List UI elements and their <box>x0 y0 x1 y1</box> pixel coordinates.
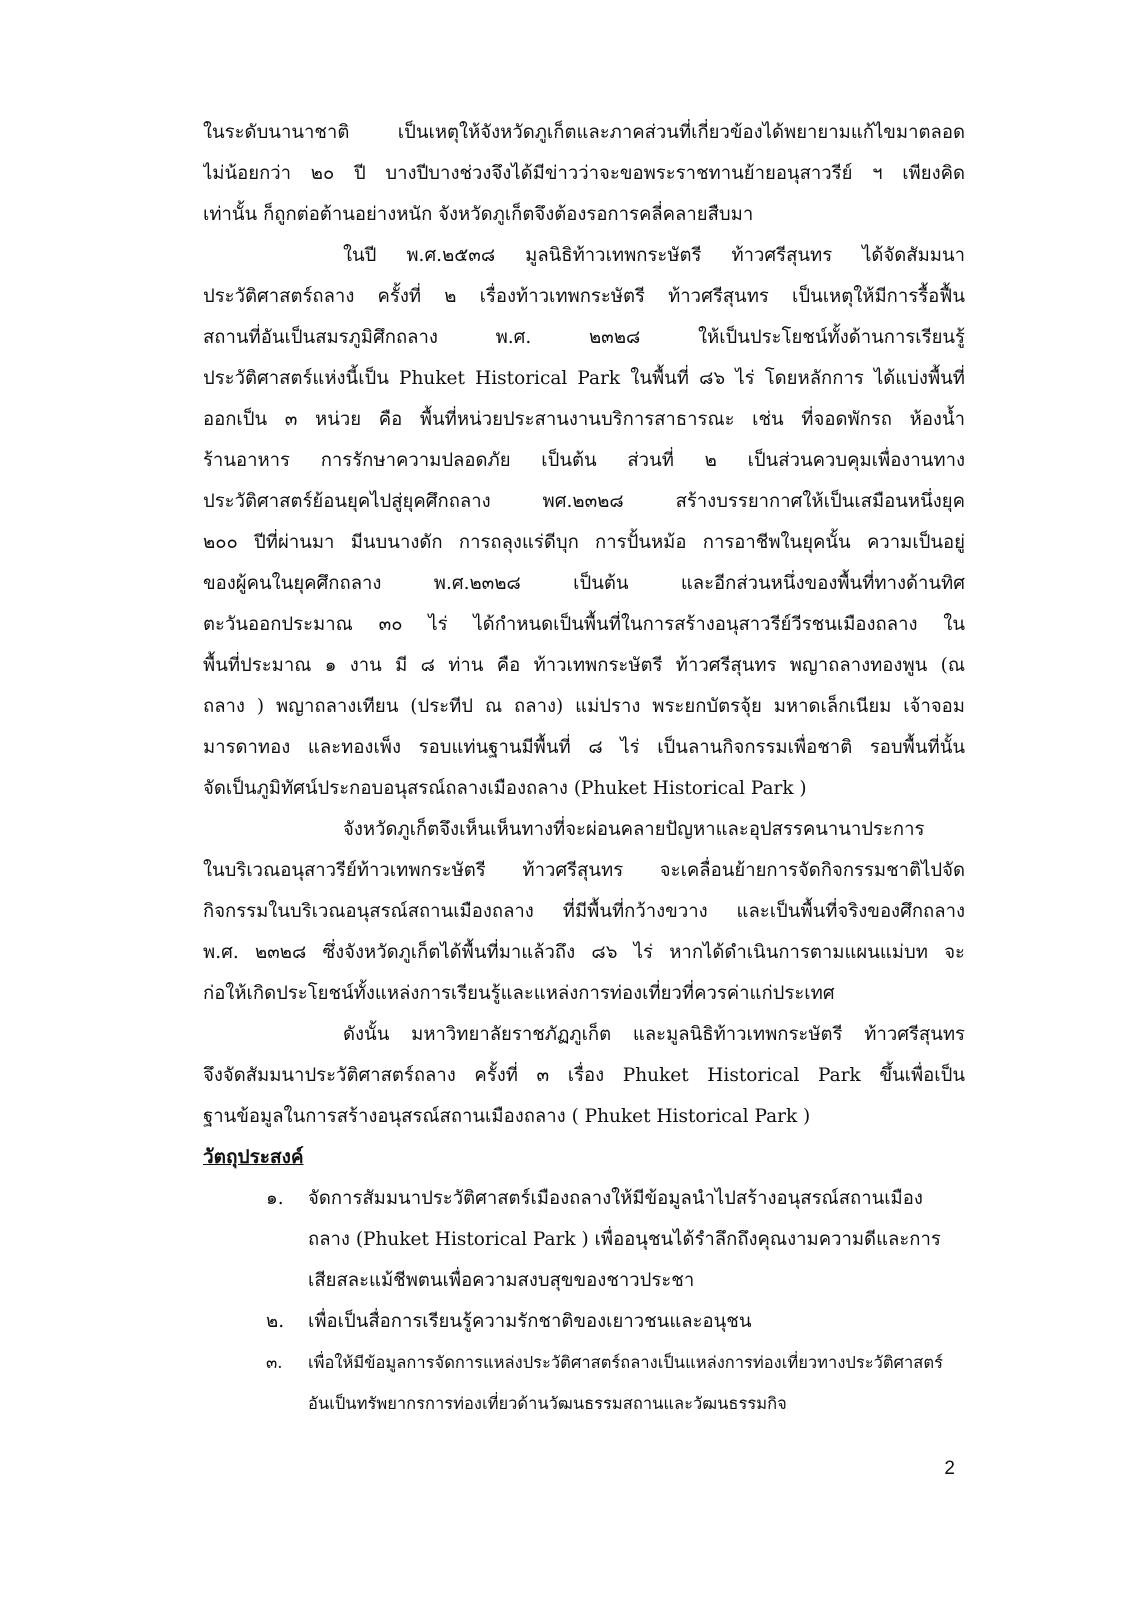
objectives-list <box>203 1178 965 1424</box>
text-line: เพื่อให้มีข้อมูลการจัดการแหล่งประวัติศาสตร์ถลางเป็นแหล่งการท่องเที่ยวทางประวัติศาสตร์ <box>308 1353 943 1372</box>
paragraph-seminar <box>203 1014 965 1137</box>
text-line: ของผู้คนในยุคศึกถลาง พ.ศ.๒๓๒๘ เป็นต้น และอีกส่วนหนึ่งของพื้นที่ทางด้านทิศ <box>203 573 965 594</box>
text-line: ไม่น้อยกว่า ๒๐ ปี บางปีบางช่วงจึงได้มีข่าวว่าจะขอพระราชทานย้ายอนุสาวรีย์ ฯ เพียงคิด <box>203 163 965 184</box>
objective-text <box>308 1178 965 1301</box>
objective-number: ๓. <box>266 1353 283 1372</box>
text-line: ร้านอาหาร การรักษาความปลอดภัย เป็นต้น ส่วนที่ ๒ เป็นส่วนควบคุมเพื่องานทาง <box>203 450 965 471</box>
text-line: ดังนั้น มหาวิทยาลัยราชภัฏภูเก็ต และมูลนิธิท้าวเทพกระษัตรี ท้าวศรีสุนทร <box>343 1024 965 1045</box>
text-line: ถลาง ) พญาถลางเทียน (ประทีป ณ ถลาง) แม่ปราง พระยกบัตรจุ้ย มหาดเล็กเนียม เจ้าจอม <box>203 696 965 717</box>
text-line: พื้นที่ประมาณ ๑ งาน มี ๘ ท่าน คือ ท้าวเทพกระษัตรี ท้าวศรีสุนทร พญาถลางทองพูน (ณ <box>203 655 965 676</box>
text-line: ในปี พ.ศ.๒๕๓๘ มูลนิธิท้าวเทพกระษัตรี ท้าวศรีสุนทร ได้จัดสัมมนา <box>343 245 965 266</box>
text-line: ในระดับนานาชาติ เป็นเหตุให้จังหวัดภูเก็ตและภาคส่วนที่เกี่ยวข้องได้พยายามแก้ไขมาตลอด <box>203 122 965 143</box>
text-line: เพื่อเป็นสื่อการเรียนรู้ความรักชาติของเยาวชนและอนุชน <box>308 1311 752 1332</box>
text-line: เสียสละแม้ชีพตนเพื่อความสงบสุขของชาวประชา <box>308 1270 695 1291</box>
paragraph-phuket-province <box>203 809 965 1014</box>
text-line: ออกเป็น ๓ หน่วย คือ พื้นที่หน่วยประสานงานบริการสาธารณะ เช่น ที่จอดพักรถ ห้องน้ำ <box>203 409 965 430</box>
text-line: จัดการสัมมนาประวัติศาสตร์เมืองถลางให้มีข้อมูลนำไปสร้างอนุสรณ์สถานเมือง <box>308 1188 923 1209</box>
text-line: เท่านั้น ก็ถูกต่อต้านอย่างหนัก จังหวัดภูเก็ตจึงต้องรอการคลี่คลายสืบมา <box>203 204 754 225</box>
objective-item <box>203 1178 965 1301</box>
objective-item <box>203 1301 965 1342</box>
text-line: ประวัติศาสตร์ถลาง ครั้งที่ ๒ เรื่องท้าวเทพกระษัตรี ท้าวศรีสุนทร เป็นเหตุให้มีการรื้อฟื้น <box>203 286 965 307</box>
text-line: มารดาทอง และทองเพ็ง รอบแท่นฐานมีพื้นที่ ๘ ไร่ เป็นลานกิจกรรมเพื่อชาติ รอบพื้นที่นั้น <box>203 737 965 758</box>
objective-number: ๒. <box>266 1311 285 1332</box>
text-line: ๒๐๐ ปีที่ผ่านมา มีนบนางดัก การถลุงแร่ดีบุก การปั้นหม้อ การอาชีพในยุคนั้น ความเป็นอยู่ <box>203 532 965 553</box>
text-line: จังหวัดภูเก็ตจึงเห็นเห็นทางที่จะผ่อนคลายปัญหาและอุปสรรคนานาประการ <box>343 819 925 840</box>
page-number: 2 <box>944 1458 955 1479</box>
text-line: ประวัติศาสตร์ย้อนยุคไปสู่ยุคศึกถลาง พศ.๒๓๒๘ สร้างบรรยากาศให้เป็นเสมือนหนึ่งยุค <box>203 491 965 512</box>
text-line: กิจกรรมในบริเวณอนุสรณ์สถานเมืองถลาง ที่มีพื้นที่กว้างขวาง และเป็นพื้นที่จริงของศึกถลาง <box>203 901 965 922</box>
text-line: สถานที่อันเป็นสมรภูมิศึกถลาง พ.ศ. ๒๓๒๘ ให้เป็นประโยชน์ทั้งด้านการเรียนรู้ <box>203 327 965 348</box>
objective-number: ๑. <box>266 1188 284 1209</box>
paragraph-historical-park <box>203 235 965 809</box>
text-line: ประวัติศาสตร์แห่งนี้เป็น Phuket Historical Park ในพื้นที่ ๘๖ ไร่ โดยหลักการ ได้แบ่งพื้นที่ <box>203 368 965 389</box>
objective-item <box>203 1342 965 1424</box>
text-line: จัดเป็นภูมิทัศน์ประกอบอนุสรณ์ถลางเมืองถลาง (Phuket Historical Park ) <box>203 778 807 799</box>
text-line: ตะวันออกประมาณ ๓๐ ไร่ ได้กำหนดเป็นพื้นที่ในการสร้างอนุสาวรีย์วีรชนเมืองถลาง ใน <box>203 614 965 635</box>
text-line: ก่อให้เกิดประโยชน์ทั้งแหล่งการเรียนรู้และแหล่งการท่องเที่ยวที่ควรค่าแก่ประเทศ <box>203 983 835 1004</box>
text-line: พ.ศ. ๒๓๒๘ ซึ่งจังหวัดภูเก็ตได้พื้นที่มาแล้วถึง ๘๖ ไร่ หากได้ดำเนินการตามแผนแม่บท จะ <box>203 942 965 963</box>
text-line: ถลาง (Phuket Historical Park ) เพื่ออนุชนได้รำลึกถึงคุณงามความดีและการ <box>308 1229 941 1250</box>
text-line: ฐานข้อมูลในการสร้างอนุสรณ์สถานเมืองถลาง ( Phuket Historical Park ) <box>203 1106 811 1127</box>
objective-text <box>308 1342 965 1424</box>
text-line: ในบริเวณอนุสาวรีย์ท้าวเทพกระษัตรี ท้าวศรีสุนทร จะเคลื่อนย้ายการจัดกิจกรรมชาติไปจัด <box>203 860 965 881</box>
objective-text <box>308 1301 965 1342</box>
text-line: อันเป็นทรัพยากรการท่องเที่ยวด้านวัฒนธรรมสถานและวัฒนธรรมกิจ <box>308 1394 787 1413</box>
continuation-paragraph <box>203 112 965 235</box>
page-body <box>203 112 965 1424</box>
objectives-heading: วัตถุประสงค์ <box>203 1146 304 1168</box>
text-line: จึงจัดสัมมนาประวัติศาสตร์ถลาง ครั้งที่ ๓ เรื่อง Phuket Historical Park ขึ้นเพื่อเป็น <box>203 1065 965 1086</box>
